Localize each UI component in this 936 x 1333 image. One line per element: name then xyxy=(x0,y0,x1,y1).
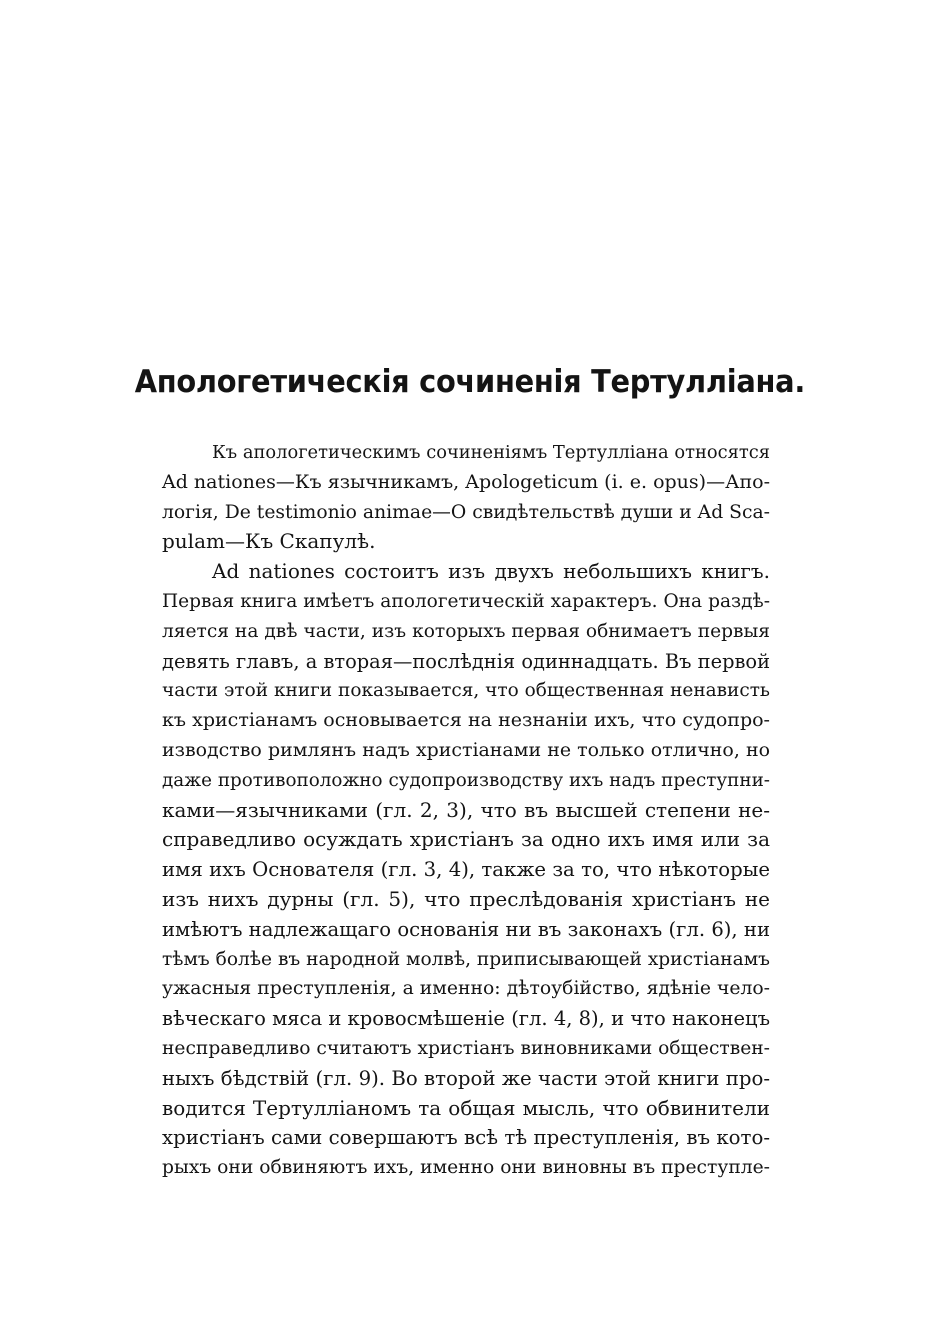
text-line: логія, De testimonio animae—О свидѣтельствѣ души и Ad Sca- xyxy=(162,501,770,523)
text-line: рыхъ они обвиняютъ ихъ, именно они виновны въ преступле- xyxy=(162,1157,770,1179)
text-line: ками—язычниками (гл. 2, 3), что въ высшей степени не- xyxy=(162,797,770,822)
text-line: несправедливо считаютъ христіанъ виновниками обществен- xyxy=(162,1037,770,1059)
text-line: справедливо осуждать христіанъ за одно ихъ имя или за xyxy=(162,827,770,852)
text-line: имѣютъ надлежащаго основанія ни въ законахъ (гл. 6), ни xyxy=(162,917,770,941)
text-line: даже противоположно судопроизводству ихъ надъ преступни- xyxy=(162,769,770,791)
text-line: Ad nationes—Къ язычникамъ, Apologeticum (i. e. opus)—Апо- xyxy=(162,470,770,493)
text-line: къ христіанамъ основывается на незнаніи ихъ, что судопро- xyxy=(162,709,770,732)
text-line: Ad nationes состоитъ изъ двухъ небольшихъ книгъ. xyxy=(212,559,770,584)
chapter-title: Апологетическія сочиненія Тертулліана. xyxy=(134,364,805,400)
text-line: Къ апологетическимъ сочиненіямъ Тертулліана относятся xyxy=(212,442,770,463)
text-line: изводство римлянъ надъ христіанами не только отлично, но xyxy=(162,738,770,761)
text-line: христіанъ сами совершаютъ всѣ тѣ преступленія, въ кото- xyxy=(162,1126,770,1150)
text-line: Первая книга имѣетъ апологетическій характеръ. Она раздѣ- xyxy=(162,590,770,612)
text-line: водится Тертулліаномъ та общая мысль, что обвинители xyxy=(162,1095,770,1120)
text-line: девять главъ, а вторая—послѣднія одиннадцать. Въ первой xyxy=(162,649,770,673)
text-line: тѣмъ болѣе въ народной молвѣ, приписывающей христіанамъ xyxy=(162,948,770,970)
text-line: вѣческаго мяса и кровосмѣшеніе (гл. 4, 8), и что наконецъ xyxy=(162,1007,770,1031)
text-line: изъ нихъ дурны (гл. 5), что преслѣдованія христіанъ не xyxy=(162,886,770,911)
text-line: части этой книги показывается, что общественная ненависть xyxy=(162,680,770,702)
text-line: ныхъ бѣдствій (гл. 9). Во второй же части этой книги про- xyxy=(162,1066,770,1090)
text-line: ужасныя преступленія, а именно: дѣтоубійство, ядѣніе чело- xyxy=(162,978,770,1000)
body-text xyxy=(162,438,770,1183)
text-line: pulam—Къ Скапулѣ. xyxy=(162,529,376,554)
text-line: ляется на двѣ части, изъ которыхъ первая обнимаетъ первыя xyxy=(162,620,770,642)
text-line: имя ихъ Основателя (гл. 3, 4), также за то, что нѣкоторые xyxy=(162,858,770,882)
